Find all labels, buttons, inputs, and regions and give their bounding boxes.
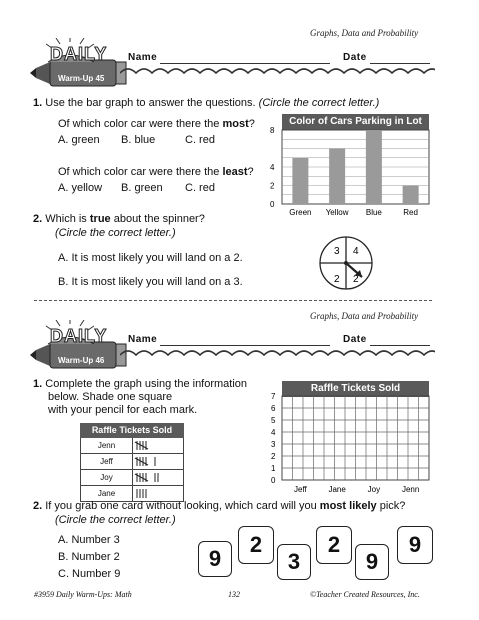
answer-choice[interactable]: C. red [185,134,215,146]
sub-question-text: Of which color car were there the [58,166,223,178]
answer-choice[interactable]: A. It is most likely you will land on a 2. [58,252,243,264]
number-card[interactable]: 3 [277,544,311,580]
y-tick-label: 7 [271,392,276,401]
question-prompt-line: below. Shade one square [48,391,173,403]
question-number: 1. [33,97,43,109]
answer-choice[interactable]: A. Number 3 [58,534,120,546]
daily-logo [30,38,130,88]
sub-question-text: Of which color car were there the [58,118,223,130]
question-prompt: Use the bar graph to answer the questions. [45,97,256,109]
question-number: 1. [33,378,43,390]
raffle-grid-chart [262,386,437,496]
bar-blue [366,130,382,204]
question-note: (Circle the correct letter.) [55,514,176,526]
y-tick-label: 3 [271,440,276,449]
tally-marks-icon [133,486,183,501]
x-tick-label: Jane [328,485,346,494]
logo-title: DAILY [50,326,108,346]
logo-title: DAILY [50,44,108,64]
tally-marks-icon [133,438,183,453]
question-2 [33,213,205,226]
tally-marks-icon [133,454,183,469]
number-card[interactable]: 2 [316,526,352,564]
y-tick-label: 2 [270,181,275,191]
sub-question-end: ? [247,166,254,178]
question-number: 2. [33,213,43,225]
sub-question-end: ? [248,118,255,130]
question-1 [33,378,247,391]
sub-question-least [58,166,254,179]
footer-right: ©Teacher Created Resources, Inc. [310,590,420,599]
wavy-divider [120,66,435,80]
answer-choice[interactable]: B. blue [121,134,156,146]
spinner [318,233,374,293]
number-card[interactable]: 9 [397,526,433,564]
tally-row [80,438,184,454]
answer-choice[interactable]: B. green [121,182,163,194]
date-label: Date [343,334,367,345]
answer-choice[interactable]: C. red [185,182,215,194]
date-field[interactable] [370,63,430,64]
sub-question-bold: least [222,166,248,178]
page-number: 132 [228,590,240,599]
cut-line [34,300,432,301]
y-tick-label: 8 [270,126,275,135]
x-tick-label: Yellow [325,208,349,217]
tally-table [80,423,184,502]
question-prompt-end: about the spinner? [110,213,205,225]
x-tick-label: Green [289,208,312,217]
section-header: Graphs, Data and Probability [310,28,419,38]
x-tick-label: Jeff [294,485,307,494]
name-label: Name [128,52,158,63]
question-prompt: If you grab one card without looking, which card will you [45,500,320,512]
answer-choice[interactable]: B. Number 2 [58,551,120,563]
answer-choice[interactable]: B. It is most likely you will land on a 3. [58,276,243,288]
name-label: Name [128,334,158,345]
y-tick-label: 6 [271,404,276,413]
logo-subtitle: Warm-Up 46 [58,356,105,365]
question-prompt: Complete the graph using the information [45,378,248,390]
chart-title: Raffle Tickets Sold [282,381,429,397]
name-field[interactable] [160,63,330,64]
spinner-number: 2 [334,274,340,285]
y-tick-label: 5 [271,416,276,425]
tally-row-name: Jeff [81,454,133,469]
answer-choice[interactable]: A. green [58,134,100,146]
question-1 [33,97,379,110]
y-tick-label: 0 [270,200,275,209]
question-note: (Circle the correct letter.) [55,227,176,239]
question-prompt: Which is [45,213,90,225]
tally-row-name: Jane [81,486,133,501]
daily-logo [30,320,130,370]
question-note: (Circle the correct letter.) [258,97,380,109]
number-card[interactable]: 9 [198,541,232,577]
cars-bar-chart [260,118,435,222]
spinner-number: 2 [353,274,359,285]
section-header: Graphs, Data and Probability [310,311,419,321]
question-prompt-end: pick? [376,500,406,512]
number-card[interactable]: 2 [238,526,274,564]
spinner-number: 4 [353,246,359,257]
y-tick-label: 1 [271,464,276,473]
bar-yellow [329,149,345,205]
x-tick-label: Red [403,208,418,217]
question-bold: true [89,213,111,225]
number-card[interactable]: 9 [355,544,389,580]
y-tick-label: 0 [271,476,276,485]
sub-question-most [58,118,255,131]
question-number: 2. [33,500,43,512]
question-bold: most likely [319,500,377,512]
answer-choice[interactable]: A. yellow [58,182,103,194]
tally-table-title: Raffle Tickets Sold [80,423,184,438]
answer-choice[interactable]: C. Number 9 [58,568,121,580]
tally-marks-icon [133,470,183,485]
footer-left: #3959 Daily Warm-Ups: Math [34,590,132,599]
bar-green [292,158,308,204]
logo-subtitle: Warm-Up 45 [58,74,105,83]
y-tick-label: 4 [270,163,275,172]
chart-title: Color of Cars Parking in Lot [282,114,429,130]
tally-row [80,454,184,470]
date-field[interactable] [370,345,430,346]
y-tick-label: 4 [271,428,276,437]
question-2 [33,500,405,513]
tally-row [80,470,184,486]
name-field[interactable] [160,345,330,346]
y-tick-label: 2 [271,452,276,461]
bar-red [403,186,419,205]
sub-question-bold: most [222,118,249,130]
spinner-number: 3 [334,246,340,257]
tally-row-name: Joy [81,470,133,485]
wavy-divider [120,348,435,362]
x-tick-label: Joy [367,485,381,494]
question-prompt-line: with your pencil for each mark. [48,404,198,416]
x-tick-label: Blue [365,208,382,217]
date-label: Date [343,52,367,63]
tally-row-name: Jenn [81,438,133,453]
x-tick-label: Jenn [401,485,420,494]
